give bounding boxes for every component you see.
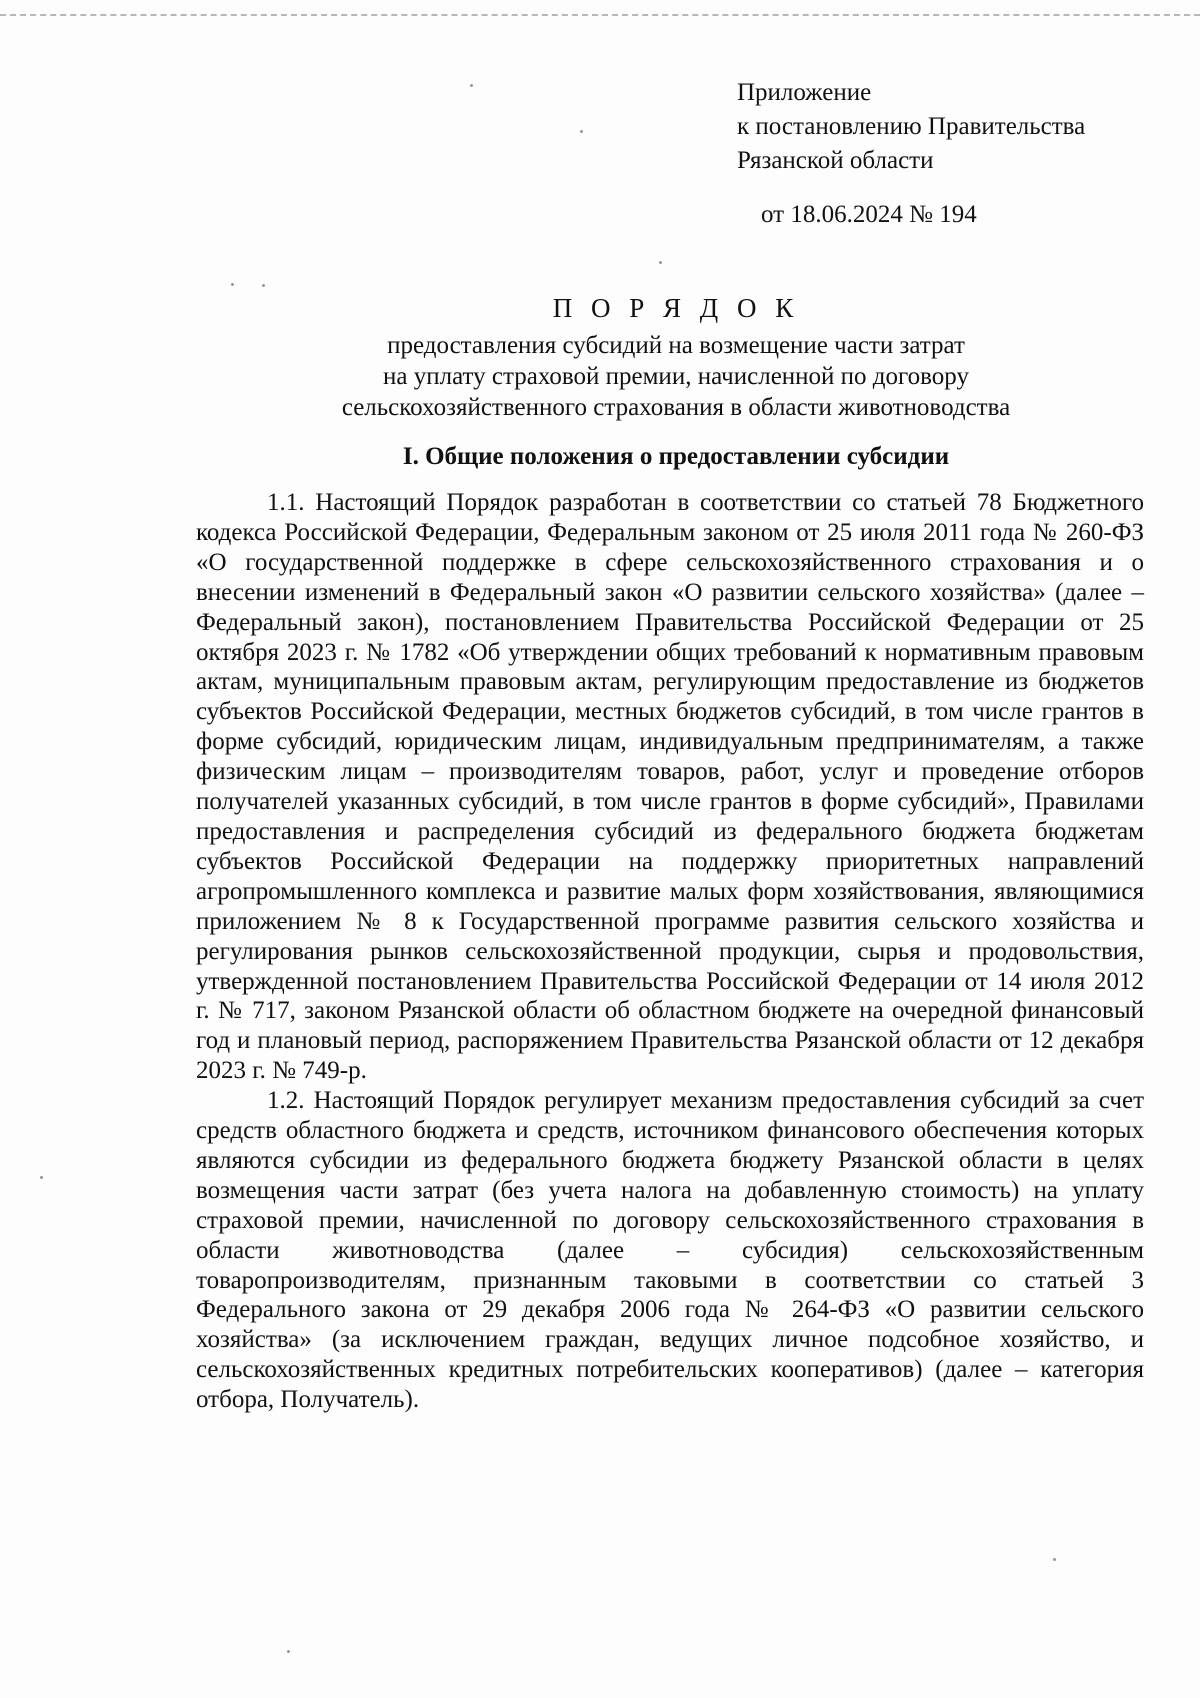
title-block: [196, 290, 1156, 473]
document-title: П О Р Я Д О К: [552, 293, 800, 323]
paragraph-1-2: 1.2. Настоящий Порядок регулирует механизм предоставления субсидий за счет средств областного бюджета и средств, источником финансового обеспечения которых являются субсидии из федерального бюджета бюджету Рязанской области в целях возмещения части затрат (без учета налога на добавленную стоимость) на уплату страховой премии, начисленной по договору сельскохозяйственного страхования в области животноводства (далее – субсидия) сельскохозяйственным товаропроизводителям, признанным таковыми в соответствии со статьей 3 Федерального закона от 29 декабря 2006 года № 264-ФЗ «О развитии сельского хозяйства» (за исключением граждан, ведущих личное подсобное хозяйство, и сельскохозяйственных кредитных потребительских кооперативов) (далее – категория отбора, Получатель).: [196, 1087, 1144, 1414]
scan-edge-line: [0, 14, 1200, 16]
section-heading: I. Общие положения о предоставлении субсидии: [402, 443, 950, 470]
appendix-block: [737, 76, 1157, 232]
scan-speck: [287, 1650, 290, 1653]
subtitle-line: предоставления субсидий на возмещение части затрат: [387, 332, 965, 359]
paragraph-1-1: 1.1. Настоящий Порядок разработан в соответствии со статьей 78 Бюджетного кодекса Российской Федерации, Федеральным законом от 25 июля 2011 года № 260-ФЗ «О государственной поддержке в сфере сельскохозяйственного страхования и о внесении изменений в Федеральный закон «О развитии сельского хозяйства» (далее – Федеральный закон), постановлением Правительства Российской Федерации от 25 октября 2023 г. № 1782 «Об утверждении общих требований к нормативным правовым актам, муниципальным правовым актам, регулирующим предоставление из бюджетов субъектов Российской Федерации, местных бюджетов субсидий, в том числе грантов в форме субсидий, юридическим лицам, индивидуальным предпринимателям, а также физическим лицам – производителям товаров, работ, услуг и проведение отборов получателей указанных субсидий, в том числе грантов в форме субсидий», Правилами предоставления и распределения субсидий из федерального бюджета бюджетам субъектов Российской Федерации на поддержку приоритетных направлений агропромышленного комплекса и развитие малых форм хозяйствования, являющимися приложением № 8 к Государственной программе развития сельского хозяйства и регулирования рынков сельскохозяйственной продукции, сырья и продовольствия, утвержденной постановлением Правительства Российской Федерации от 14 июля 2012 г. № 717, законом Рязанской области об областном бюджете на очередной финансовый год и плановый период, распоряжением Правительства Рязанской области от 12 декабря 2023 г. № 749-р.: [196, 489, 1144, 1085]
subtitle-line: сельскохозяйственного страхования в области животноводства: [341, 394, 1011, 421]
document-body: [196, 488, 1144, 1415]
scan-speck: [231, 283, 234, 286]
subtitle-line: на уплату страховой премии, начисленной по договору: [383, 363, 969, 390]
appendix-line-3: Рязанской области: [737, 147, 934, 174]
appendix-line-2: к постановлению Правительства: [737, 113, 1086, 140]
scan-speck: [40, 1176, 43, 1179]
appendix-line-1: Приложение: [737, 79, 872, 106]
appendix-date-number: от 18.06.2024 № 194: [761, 201, 977, 228]
scan-speck: [659, 261, 662, 264]
scan-speck: [580, 130, 583, 133]
scan-speck: [1053, 1558, 1056, 1561]
scan-speck: [262, 284, 265, 287]
scan-speck: [470, 84, 473, 87]
document-subtitle: [196, 330, 1156, 423]
